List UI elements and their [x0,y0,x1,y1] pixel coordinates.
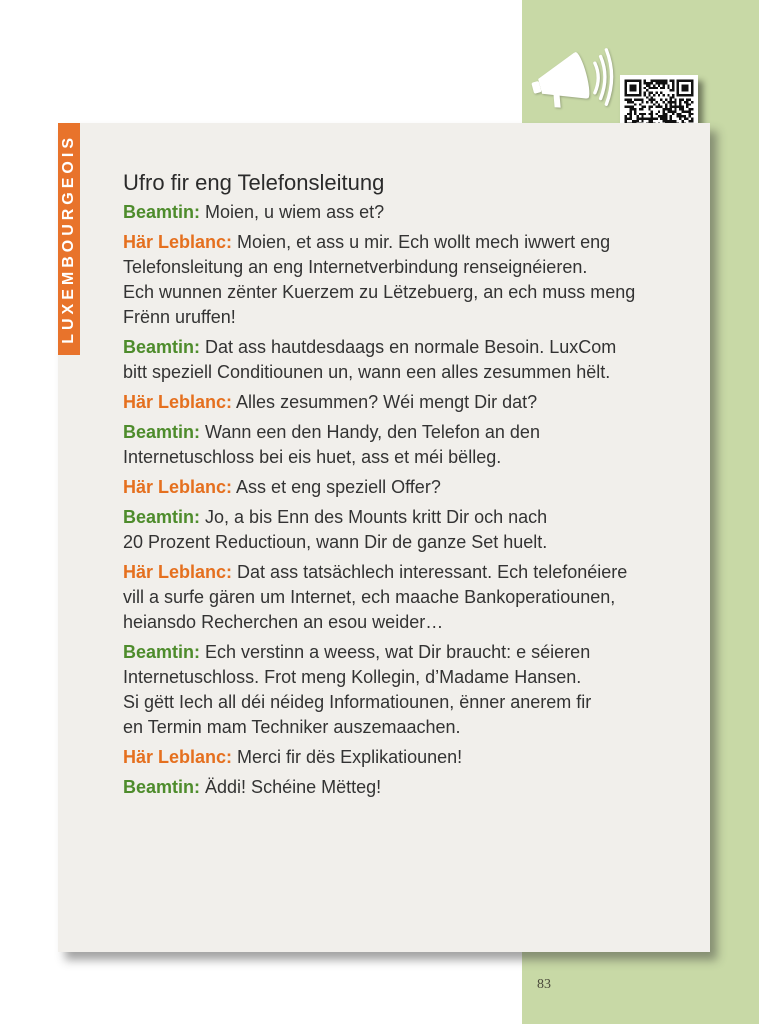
dialogue-text: Moien, et ass u mir. Ech wollt mech iwwert eng [237,232,611,252]
dialogue-entry [123,200,635,225]
dialogue-line: en Termin mam Techniker auszemaachen. [123,717,461,737]
page-title: Ufro fir eng Telefonsleitung [123,170,385,195]
dialogue-line [123,230,635,255]
dialogue-entry [123,420,635,470]
dialogue-entry [123,775,635,800]
dialogue-line: 20 Prozent Reductioun, wann Dir de ganze Set huelt. [123,532,548,552]
dialogue-text: Merci fir dës Explikatiounen! [237,747,463,767]
section-label-text: LUXEMBOURGEOIS [60,134,77,344]
dialogue-card [58,123,710,952]
speaker-name: Beamtin: [123,507,201,527]
dialogue-line: Si gëtt Iech all déi néideg Informatiounen, ënner anerem fir [123,692,592,712]
dialogue-text: Dat ass tatsächlech interessant. Ech telefonéiere [237,562,628,582]
speaker-name: Beamtin: [123,422,201,442]
dialogue-line [123,775,635,800]
dialogue-entry [123,745,635,770]
dialogue-line [123,420,635,445]
speaker-name: Beamtin: [123,777,201,797]
dialogue-line [123,505,635,530]
section-label [58,123,80,355]
speaker-name: Beamtin: [123,642,201,662]
dialogue-line: Telefonsleitung an eng Internetverbindung renseignéieren. [123,257,588,277]
dialogue-line: Internetuschloss bei eis huet, ass et méi bëlleg. [123,447,502,467]
dialogue-text: Jo, a bis Enn des Mounts kritt Dir och nach [205,507,548,527]
dialogue-text: Dat ass hautdesdaags en normale Besoin. LuxCom [205,337,617,357]
dialogue-line: bitt speziell Conditiounen un, wann een alles zesummen hëlt. [123,362,611,382]
speaker-name: Beamtin: [123,337,201,357]
dialogue-entry [123,475,635,500]
speaker-name: Här Leblanc: [123,747,233,767]
dialogue-entry [123,560,635,635]
dialogue-line [123,390,635,415]
speaker-name: Här Leblanc: [123,392,233,412]
dialogue-text: Moien, u wiem ass et? [205,202,385,222]
speaker-name: Här Leblanc: [123,232,233,252]
dialogue-text: Ech verstinn a weess, wat Dir braucht: e séieren [205,642,591,662]
dialogue-entry [123,505,635,555]
dialogue-entry [123,390,635,415]
dialogue-line: heiansdo Recherchen an esou weider… [123,612,444,632]
dialogue-line: Frënn uruffen! [123,307,236,327]
dialogue-text: Wann een den Handy, den Telefon an den [205,422,540,442]
dialogue-line [123,200,635,225]
dialogue-line [123,335,635,360]
megaphone-icon [528,42,614,114]
dialogue-entry [123,640,635,740]
dialogue-line: vill a surfe gären um Internet, ech maache Bankoperatiounen, [123,587,616,607]
dialogue-line [123,560,635,585]
speaker-name: Här Leblanc: [123,562,233,582]
dialogue-line [123,475,635,500]
dialogue [123,200,635,800]
dialogue-line [123,640,635,665]
speaker-name: Beamtin: [123,202,201,222]
dialogue-entry [123,230,635,330]
dialogue-line [123,745,635,770]
speaker-name: Här Leblanc: [123,477,233,497]
dialogue-line: Internetuschloss. Frot meng Kollegin, d’Madame Hansen. [123,667,582,687]
page-number: 83 [537,977,551,992]
dialogue-entry [123,335,635,385]
dialogue-text: Alles zesummen? Wéi mengt Dir dat? [236,392,538,412]
dialogue-line: Ech wunnen zënter Kuerzem zu Lëtzebuerg, an ech muss meng [123,282,636,302]
dialogue-text: Ass et eng speziell Offer? [236,477,441,497]
dialogue-text: Äddi! Schéine Mëtteg! [205,777,382,797]
